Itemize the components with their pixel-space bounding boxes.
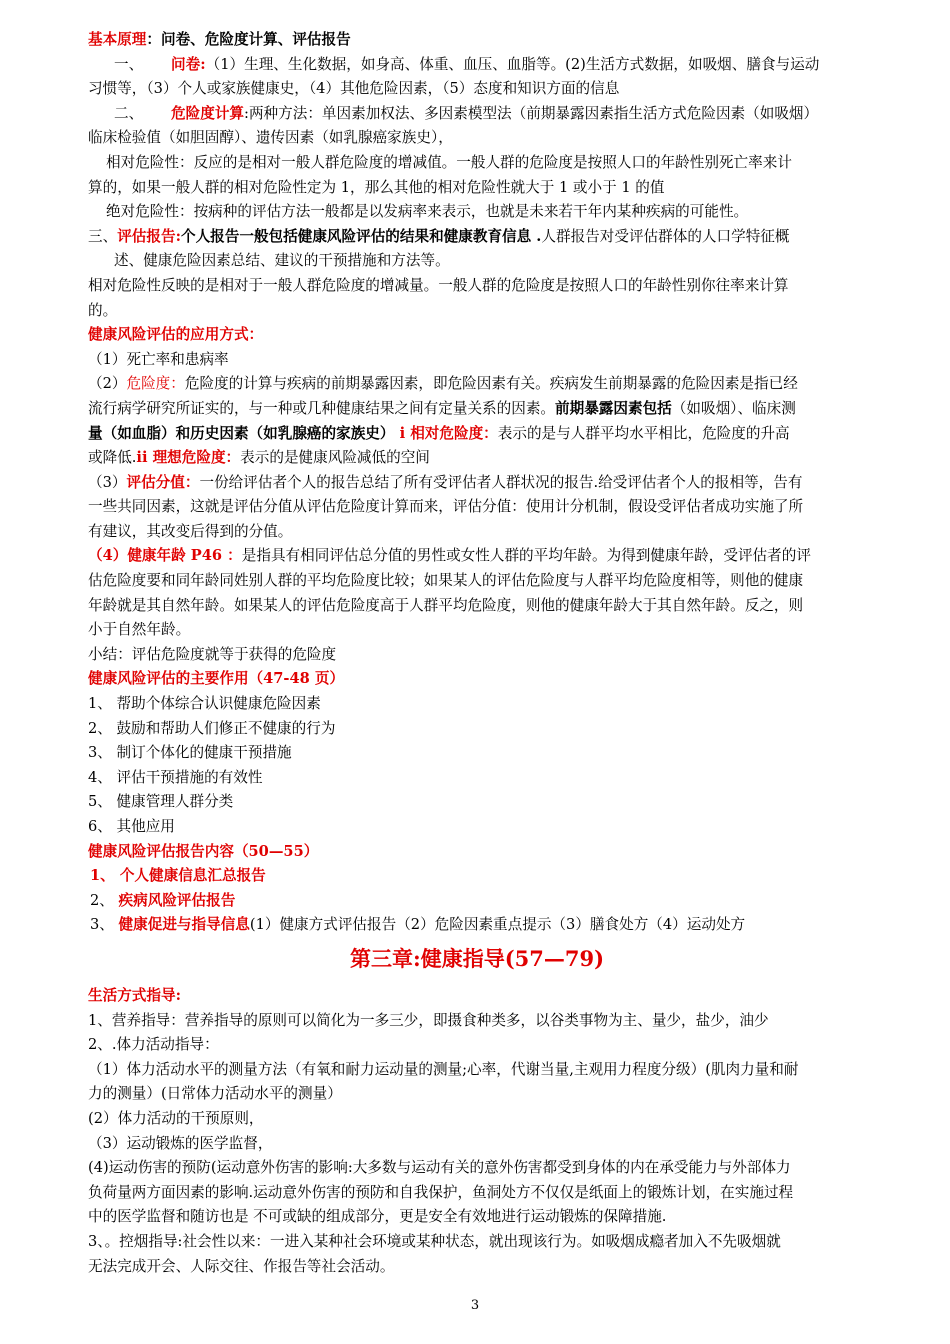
- item-number: 3、: [90, 916, 119, 934]
- section-heading: 评估报告:: [117, 227, 181, 245]
- text-line: （3）运动锻炼的医学监督，: [88, 1134, 273, 1152]
- text-line: [88, 446, 866, 471]
- section-heading: 生活方式指导:: [88, 986, 181, 1004]
- text-line: 3、。控烟指导:社会性以来：一进入某种社会环境或某种状态，就出现该行为。如吸烟成瘾者加入不先吸烟就: [88, 1232, 781, 1250]
- text-line: [88, 28, 866, 53]
- list-item: [88, 913, 866, 938]
- text-line: 无法完成开会、人际交往、作报告等社会活动。: [88, 1257, 395, 1275]
- section-heading: （4）健康年龄 P46 ：: [88, 547, 242, 565]
- body-text: 流行病学研究所证实的，与一种或几种健康结果之间有定量关系的因素。: [88, 399, 556, 417]
- bold-text: 个人报告一般包括健康风险评估的结果和健康教育信息 .: [180, 227, 542, 245]
- text-line: (2）体力活动的干预原则，: [88, 1109, 264, 1127]
- body-text: 人群报告对受评估群体的人口学特征概: [541, 227, 790, 245]
- body-text: (1）健康方式评估报告（2）危险因素重点提示（3）膳食处方（4）运动处方: [249, 916, 746, 934]
- text-line: [88, 422, 866, 447]
- list-item: 5、 健康管理人群分类: [88, 793, 234, 811]
- section-heading: 危险度计算: [171, 104, 245, 122]
- body-text: 是指具有相同评估总分值的男性或女性人群的平均年龄。为得到健康年龄，受评估者的评: [241, 547, 811, 565]
- list-item: 1、 帮助个体综合认识健康危险因素: [88, 695, 321, 713]
- section-heading: 健康风险评估的应用方式：: [88, 326, 264, 344]
- section-heading: 疾病风险评估报告: [118, 891, 236, 909]
- body-text: 危险度的计算与疾病的前期暴露因素，即危险因素有关。疾病发生前期暴露的危险因素是指已经: [184, 375, 798, 393]
- text-line: [88, 544, 866, 569]
- text-line: 2、.体力活动指导：: [88, 1036, 219, 1054]
- text-line: [88, 53, 866, 78]
- item-number: 二、: [114, 104, 144, 122]
- text-line: [88, 102, 866, 127]
- bold-text: 量（如血脂）和历史因素（如乳腺癌的家族史）: [88, 424, 395, 442]
- text-line: 一些共同因素，这就是评估分值从评估危险度计算而来，评估分值：使用计分机制，假设受评估者成功实施了所: [88, 498, 804, 516]
- text-line: 估危险度要和同年龄同姓别人群的平均危险度比较；如果某人的评估危险度与人群平均危险度相等，则他的健康: [88, 572, 804, 590]
- section-heading: 问卷:: [171, 55, 206, 73]
- text-line: 年龄就是其自然年龄。如果某人的评估危险度高于人群平均危险度，则他的健康年龄大于其自然年龄。反之，则: [88, 596, 804, 614]
- body-text: （如吸烟）、临床测: [671, 399, 796, 417]
- list-item: [88, 889, 866, 914]
- item-number: 2、: [90, 891, 119, 909]
- heading-text: ：问卷、危险度计算、评估报告: [146, 31, 351, 48]
- body-text: 表示的是与人群平均水平相比，危险度的升高: [497, 424, 790, 442]
- item-number: 三、: [88, 227, 118, 245]
- list-item: 6、 其他应用: [88, 818, 175, 835]
- text-line: 述、健康危险因素总结、建议的干预措施和方法等。: [114, 252, 450, 270]
- text-line: 力的测量）(日常体力活动水平的测量）: [88, 1085, 342, 1103]
- item-number: （2）: [88, 375, 127, 393]
- text-line: 1、营养指导：营养指导的原则可以简化为一多三少，即摄食种类多，以谷类事物为主、量少，盐少，油少: [88, 1011, 769, 1029]
- text-line: 小结：评估危险度就等于获得的危险度: [88, 645, 337, 663]
- list-item: 4、 评估干预措施的有效性: [88, 768, 263, 786]
- list-item: 3、 制订个体化的健康干预措施: [88, 744, 292, 762]
- list-item: 1、 个人健康信息汇总报告: [90, 867, 266, 885]
- text-line: (4)运动伤害的预防(运动意外伤害的影响:大多数与运动有关的意外伤害都受到身体的内在承受能力与外部体力: [88, 1159, 791, 1177]
- section-heading: 健康风险评估的主要作用（47-48 页）: [88, 670, 345, 688]
- text-line: 有建议，其改变后得到的分值。: [88, 522, 293, 540]
- body-text: :两种方法：单因素加权法、多因素模型法（前期暴露因素指生活方式危险因素（如吸烟）: [244, 104, 819, 122]
- section-heading: 健康风险评估报告内容（50—55）: [88, 842, 319, 860]
- item-number: （3）: [88, 473, 127, 491]
- text-line: 负荷量两方面因素的影响.运动意外伤害的预防和自我保护，鱼洞处方不仅仅是纸面上的锻炼计划，在实施过程: [88, 1183, 794, 1201]
- text-line: [88, 225, 866, 250]
- text-line: [88, 397, 866, 422]
- section-heading: 健康促进与指导信息: [118, 916, 250, 934]
- section-heading: 危险度：: [126, 375, 185, 393]
- text-line: 习惯等，（3）个人或家族健康史，（4）其他危险因素，（5）态度和知识方面的信息: [88, 80, 620, 98]
- text-line: 算的，如果一般人群的相对危险性定为 1，那么其他的相对危险性就大于 1 或小于 1 的值: [88, 178, 665, 196]
- text-line: 小于自然年龄。: [88, 621, 191, 639]
- document-body: [88, 28, 866, 1279]
- text-line: [88, 471, 866, 496]
- text-line: （1）死亡率和患病率: [88, 350, 229, 368]
- section-heading: 基本原理: [88, 31, 147, 48]
- text-line: 绝对危险性：按病种的评估方法一般都是以发病率来表示，也就是未来若干年内某种疾病的可能性。: [106, 203, 749, 221]
- item-number: 一、: [114, 55, 144, 73]
- text-line: 的。: [88, 301, 118, 319]
- text-line: 中的医学监督和随访也是 不可或缺的组成部分，更是安全有效地进行运动锻炼的保障措施.: [88, 1208, 667, 1226]
- section-heading: 评估分值：: [126, 473, 200, 491]
- section-heading: ii 理想危险度：: [136, 449, 241, 467]
- section-heading: i 相对危险度：: [394, 424, 498, 442]
- body-text: 一份给评估者个人的报告总结了所有受评估者人群状况的报告.给受评估者个人的报相等，告有: [199, 473, 803, 491]
- text-line: 临床检验值（如胆固醇）、遗传因素（如乳腺癌家族史），: [88, 129, 453, 147]
- body-text: （1）生理、生化数据，如身高、体重、血压、血脂等。(2)生活方式数据，如吸烟、膳食与运动: [205, 55, 820, 73]
- text-line: （1）体力活动水平的测量方法（有氧和耐力运动量的测量;心率，代谢当量,主观用力程度分级）(肌肉力量和耐: [88, 1060, 799, 1078]
- body-text: 表示的是健康风险减低的空间: [240, 449, 430, 467]
- page-number: 3: [470, 1298, 480, 1313]
- text-line: [88, 372, 866, 397]
- bold-text: 前期暴露因素包括: [555, 399, 672, 417]
- text-line: 相对危险性反映的是相对于一般人群危险度的增减量。一般人群的危险度是按照人口的年龄性别你往率来计算: [88, 276, 789, 294]
- body-text: 或降低.: [88, 449, 137, 467]
- chapter-title: 第三章:健康指导(57—79): [349, 945, 605, 971]
- text-line: 相对危险性：反应的是相对一般人群危险度的增减值。一般人群的危险度是按照人口的年龄性别死亡率来计: [106, 153, 792, 171]
- list-item: 2、 鼓励和帮助人们修正不健康的行为: [88, 719, 336, 737]
